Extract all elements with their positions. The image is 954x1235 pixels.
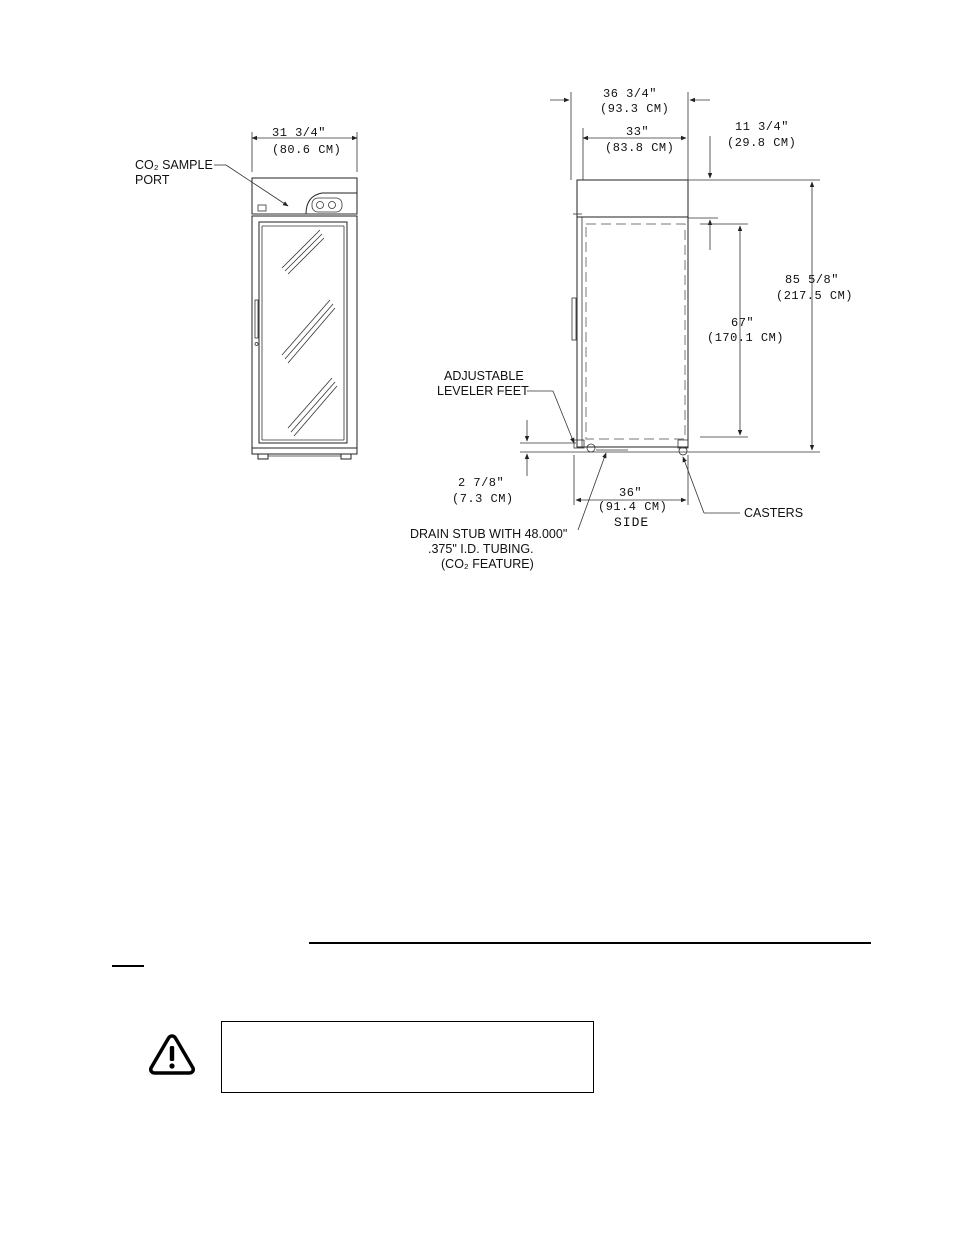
drain-label-3: (CO₂ FEATURE) — [441, 557, 534, 571]
underline-short — [112, 965, 144, 967]
interior-height-in: 67" — [731, 316, 755, 330]
base-depth-in: 36" — [619, 486, 643, 500]
foot-height-cm: (7.3 CM) — [452, 492, 514, 506]
cabinet-depth-cm: (83.8 CM) — [605, 141, 675, 155]
drain-label-2: .375" I.D. TUBING. — [428, 542, 534, 556]
warning-icon — [148, 1033, 196, 1075]
warning-box — [221, 1021, 594, 1093]
cabinet-depth-in: 33" — [626, 125, 650, 139]
base-depth-cm: (91.4 CM) — [598, 500, 668, 514]
overall-height-in: 85 5/8" — [785, 273, 839, 287]
co2-port-label-2: PORT — [135, 173, 170, 187]
front-width-cm: (80.6 CM) — [272, 143, 342, 157]
overall-depth-cm: (93.3 CM) — [600, 102, 670, 116]
underline-long — [309, 942, 871, 944]
leveler-label-2: LEVELER FEET — [437, 384, 529, 398]
front-width-in: 31 3/4" — [272, 126, 326, 140]
casters-label: CASTERS — [744, 506, 804, 520]
overall-depth-in: 36 3/4" — [603, 87, 657, 101]
overall-height-cm: (217.5 CM) — [776, 289, 854, 303]
side-view-title: SIDE — [614, 515, 650, 530]
leveler-label-1: ADJUSTABLE — [444, 369, 524, 383]
foot-height-in: 2 7/8" — [458, 476, 505, 490]
interior-height-cm: (170.1 CM) — [707, 331, 785, 345]
top-height-cm: (29.8 CM) — [727, 136, 797, 150]
front-view — [135, 126, 357, 459]
top-height-in: 11 3/4" — [735, 120, 789, 134]
side-view — [410, 87, 853, 571]
co2-port-label-1: CO₂ SAMPLE — [135, 158, 213, 172]
drain-label-1: DRAIN STUB WITH 48.000" — [410, 527, 568, 541]
